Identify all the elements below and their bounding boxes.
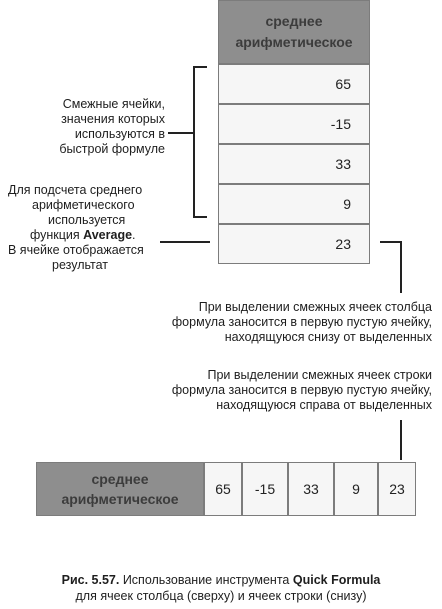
annotation-line: Смежные ячейки, bbox=[62, 97, 165, 111]
annotation-line: Для подсчета среднего bbox=[8, 183, 143, 197]
annotation-line: арифметического bbox=[32, 198, 135, 212]
annotation-line: находящуюся снизу от выделенных bbox=[224, 330, 432, 344]
annotation-line: находящуюся справа от выделенных bbox=[216, 398, 432, 412]
caption-line-2: для ячеек столбца (сверху) и ячеек строки (снизу) bbox=[75, 589, 367, 603]
column-result-cell[interactable]: 23 bbox=[218, 224, 370, 264]
annotation-line: быстрой формуле bbox=[59, 142, 165, 156]
column-note-pointer-v bbox=[400, 241, 402, 293]
annotation-average bbox=[8, 183, 168, 273]
header-line-2: арифметическое bbox=[235, 34, 353, 50]
bracket-top bbox=[193, 66, 207, 68]
bracket-bottom bbox=[193, 216, 207, 218]
figure-label: Рис. 5.57. bbox=[61, 573, 120, 587]
column-cell[interactable]: 33 bbox=[218, 144, 370, 184]
annotation-text: . bbox=[132, 228, 136, 242]
annotation-line: При выделении смежных ячеек столбца bbox=[198, 300, 432, 314]
column-cell[interactable]: 65 bbox=[218, 64, 370, 104]
header-line-2: арифметическое bbox=[61, 491, 179, 507]
annotation-line: результат bbox=[52, 258, 109, 272]
tool-name: Quick Formula bbox=[292, 573, 381, 587]
bracket-vertical bbox=[193, 66, 195, 218]
row-result-cell[interactable]: 23 bbox=[378, 462, 416, 516]
function-name: Average bbox=[83, 228, 133, 242]
column-table-header bbox=[218, 0, 370, 64]
row-cell[interactable]: 9 bbox=[334, 462, 378, 516]
annotation-line: В ячейке отображается bbox=[8, 243, 144, 257]
figure-caption bbox=[0, 572, 442, 604]
row-table-header bbox=[36, 462, 204, 516]
column-table bbox=[218, 0, 370, 266]
row-cell[interactable]: -15 bbox=[242, 462, 288, 516]
caption-line-1 bbox=[0, 572, 442, 588]
annotation-line: формула заносится в первую пустую ячейку, bbox=[171, 315, 432, 329]
column-note-pointer-h bbox=[380, 241, 402, 243]
header-line-1: среднее bbox=[265, 13, 323, 29]
caption-text: Использование инструмента bbox=[119, 573, 293, 587]
annotation-line: значения которых bbox=[61, 112, 165, 126]
annotation-line: формула заносится в первую пустую ячейку, bbox=[171, 383, 432, 397]
annotation-row-note bbox=[102, 368, 432, 413]
header-line-1: среднее bbox=[91, 471, 149, 487]
row-note-pointer bbox=[400, 420, 402, 460]
column-cell[interactable]: -15 bbox=[218, 104, 370, 144]
column-cell[interactable]: 9 bbox=[218, 184, 370, 224]
annotation-line: используются в bbox=[74, 127, 165, 141]
row-cell[interactable]: 65 bbox=[204, 462, 242, 516]
annotation-line: используется bbox=[48, 213, 126, 227]
annotation-line: При выделении смежных ячеек строки bbox=[207, 368, 432, 382]
annotation-column-note bbox=[102, 300, 432, 345]
annotation-adjacent-cells bbox=[5, 97, 165, 157]
row-table bbox=[36, 462, 416, 516]
row-cell[interactable]: 33 bbox=[288, 462, 334, 516]
annotation-line bbox=[8, 228, 168, 243]
bracket-pointer bbox=[168, 132, 194, 134]
annotation-text: функция bbox=[30, 228, 84, 242]
